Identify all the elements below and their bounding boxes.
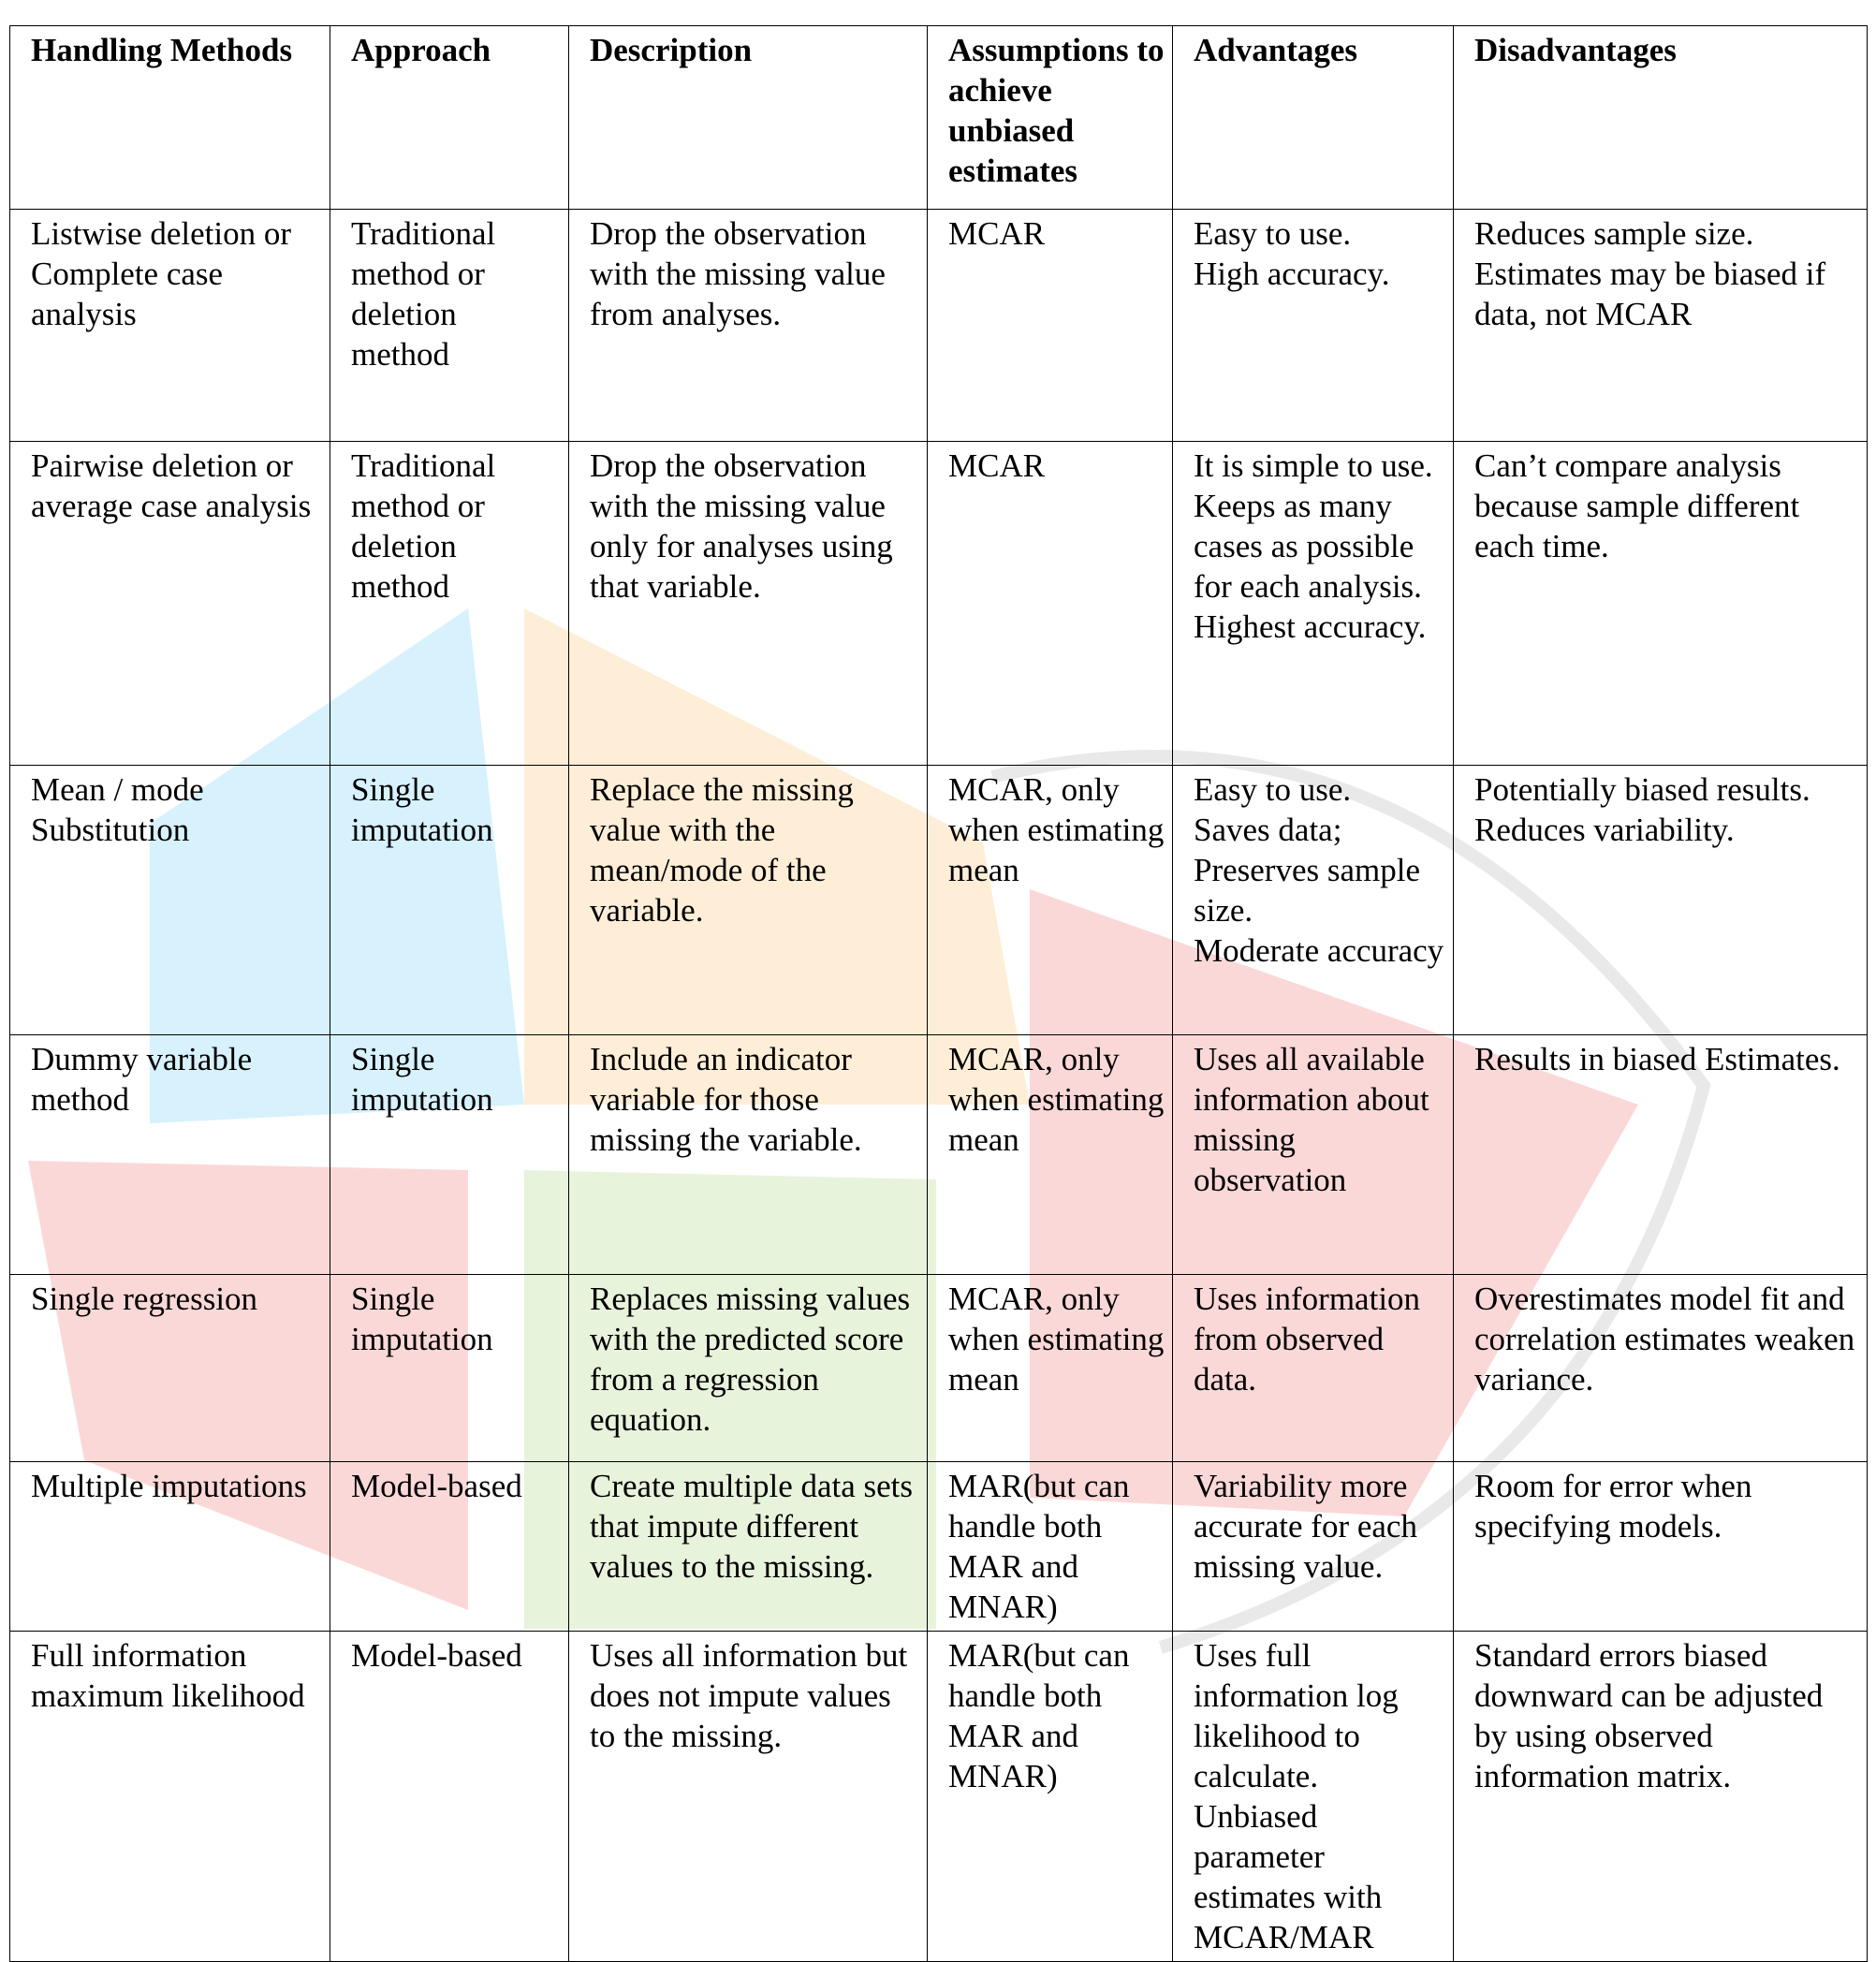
cell-description: Include an indicator variable for those missing the variable.: [569, 1035, 928, 1275]
cell-approach: Single imputation: [330, 766, 569, 1035]
cell-method: Mean / mode Substitution: [10, 766, 330, 1035]
cell-method: Dummy variable method: [10, 1035, 330, 1275]
cell-approach: Single imputation: [330, 1035, 569, 1275]
cell-description: Replace the missing value with the mean/mode of the variable.: [569, 766, 928, 1035]
cell-description: Uses all information but does not impute values to the missing.: [569, 1632, 928, 1962]
cell-assumptions: MAR(but can handle both MAR and MNAR): [928, 1462, 1173, 1632]
cell-approach: Model-based: [330, 1462, 569, 1632]
cell-description: Drop the observation with the missing value from analyses.: [569, 210, 928, 442]
cell-disadvantages: Potentially biased results. Reduces variability.: [1454, 766, 1868, 1035]
cell-disadvantages: Standard errors biased downward can be adjusted by using observed information matrix.: [1454, 1632, 1868, 1962]
table-row: [10, 1632, 1868, 1962]
table-row: [10, 1462, 1868, 1632]
table-row: [10, 1035, 1868, 1275]
cell-disadvantages: Results in biased Estimates.: [1454, 1035, 1868, 1275]
cell-approach: Traditional method or deletion method: [330, 210, 569, 442]
missing-data-methods-table: [9, 25, 1868, 1962]
cell-assumptions: MCAR, only when estimating mean: [928, 1035, 1173, 1275]
cell-disadvantages: Overestimates model fit and correlation estimates weaken variance.: [1454, 1275, 1868, 1462]
cell-advantages: Variability more accurate for each missing value.: [1173, 1462, 1454, 1632]
cell-description: Create multiple data sets that impute different values to the missing.: [569, 1462, 928, 1632]
cell-approach: Model-based: [330, 1632, 569, 1962]
header-handling-methods: Handling Methods: [10, 26, 330, 210]
table-row: [10, 1275, 1868, 1462]
cell-approach: Single imputation: [330, 1275, 569, 1462]
cell-method: Listwise deletion or Complete case analysis: [10, 210, 330, 442]
header-approach: Approach: [330, 26, 569, 210]
cell-method: Single regression: [10, 1275, 330, 1462]
header-assumptions: Assumptions to achieve unbiased estimates: [928, 26, 1173, 210]
table-row: [10, 766, 1868, 1035]
cell-advantages: Uses information from observed data.: [1173, 1275, 1454, 1462]
cell-assumptions: MCAR, only when estimating mean: [928, 766, 1173, 1035]
table-header-row: [10, 26, 1868, 210]
cell-assumptions: MCAR: [928, 442, 1173, 766]
header-advantages: Advantages: [1173, 26, 1454, 210]
cell-approach: Traditional method or deletion method: [330, 442, 569, 766]
cell-assumptions: MAR(but can handle both MAR and MNAR): [928, 1632, 1173, 1962]
cell-method: Multiple imputations: [10, 1462, 330, 1632]
cell-advantages: Uses all available information about missing observation: [1173, 1035, 1454, 1275]
header-disadvantages: Disadvantages: [1454, 26, 1868, 210]
cell-method: Full information maximum likelihood: [10, 1632, 330, 1962]
cell-advantages: It is simple to use. Keeps as many cases as possible for each analysis. Highest accuracy.: [1173, 442, 1454, 766]
cell-disadvantages: Room for error when specifying models.: [1454, 1462, 1868, 1632]
cell-advantages: Uses full information log likelihood to calculate. Unbiased parameter estimates with MCAR/MAR: [1173, 1632, 1454, 1962]
table-row: [10, 442, 1868, 766]
cell-assumptions: MCAR: [928, 210, 1173, 442]
cell-advantages: Easy to use. High accuracy.: [1173, 210, 1454, 442]
cell-advantages: Easy to use. Saves data; Preserves sample size. Moderate accuracy: [1173, 766, 1454, 1035]
cell-description: Drop the observation with the missing value only for analyses using that variable.: [569, 442, 928, 766]
cell-disadvantages: Can’t compare analysis because sample different each time.: [1454, 442, 1868, 766]
cell-description: Replaces missing values with the predicted score from a regression equation.: [569, 1275, 928, 1462]
cell-method: Pairwise deletion or average case analysis: [10, 442, 330, 766]
cell-disadvantages: Reduces sample size. Estimates may be biased if data, not MCAR: [1454, 210, 1868, 442]
cell-assumptions: MCAR, only when estimating mean: [928, 1275, 1173, 1462]
header-description: Description: [569, 26, 928, 210]
table-row: [10, 210, 1868, 442]
